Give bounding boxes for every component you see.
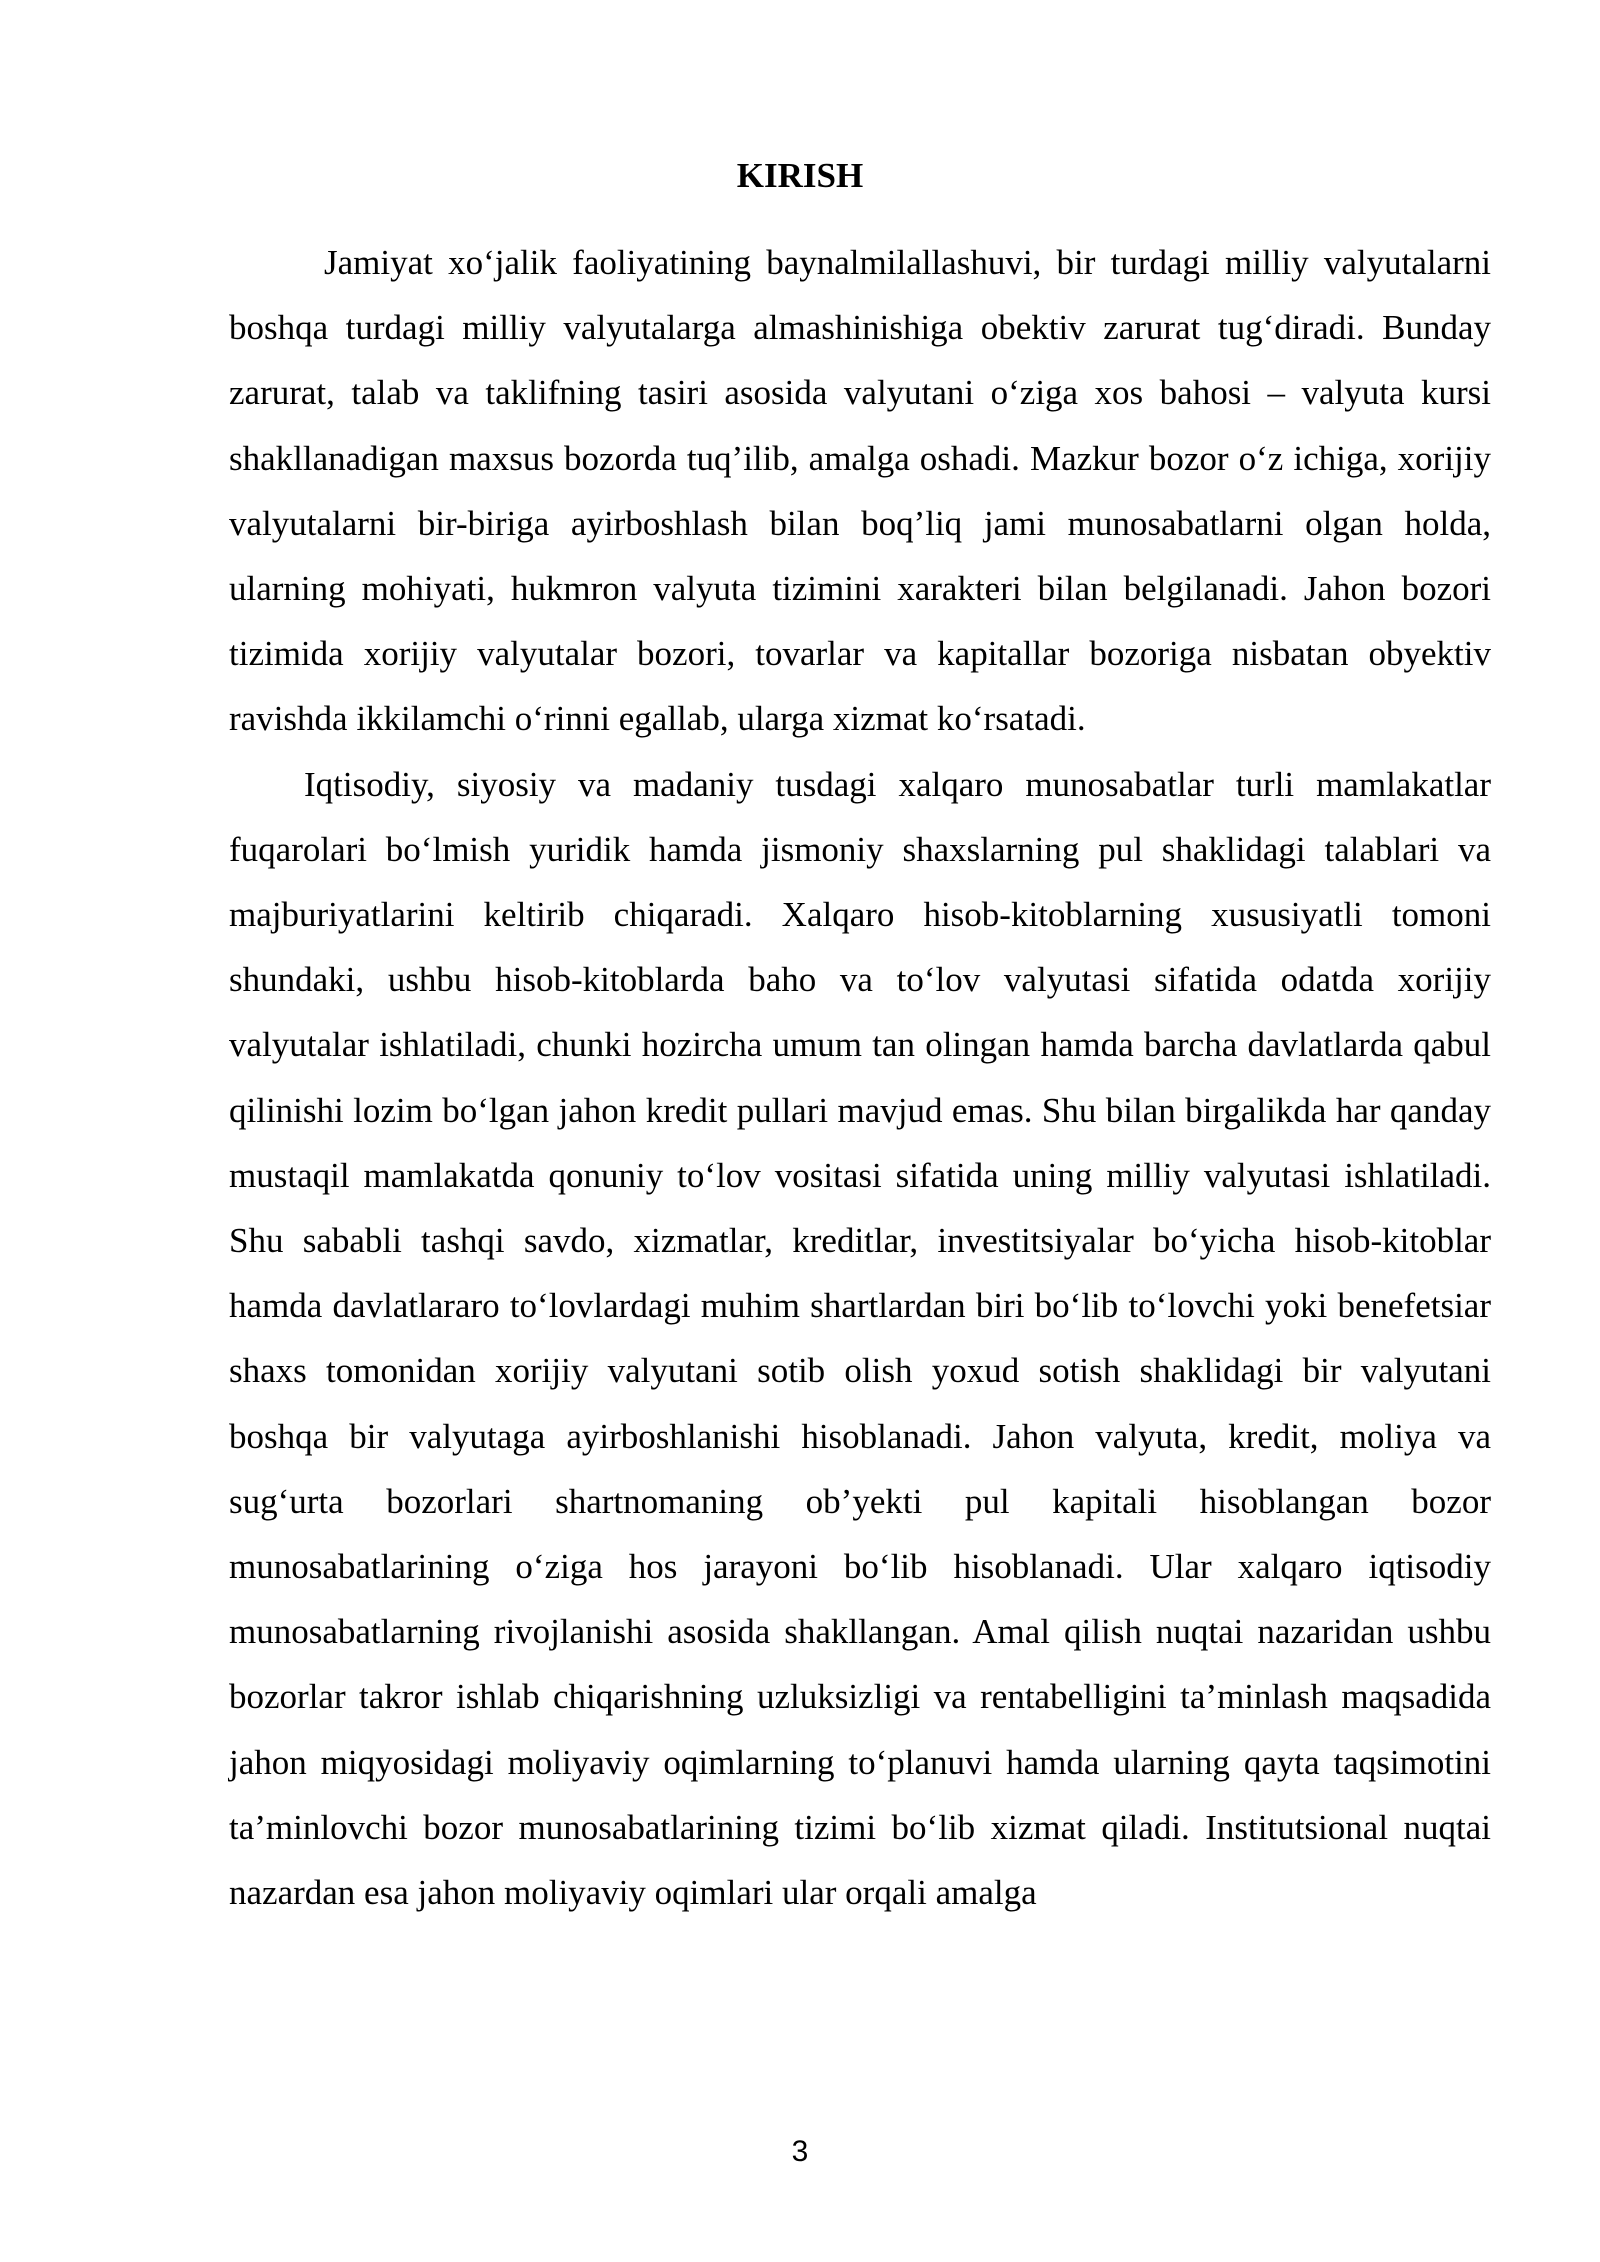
body-text <box>229 230 1491 1925</box>
paragraph-2: Iqtisodiy, siyosiy va madaniy tusdagi xalqaro munosabatlar turli mamlakatlar fuqarolari bo‘lmish yuridik hamda jismoniy shaxslarning pul shaklidagi talablari va majburiyatlarini keltirib chiqaradi. Xalqaro hisob-kitoblarning xususiyatli tomoni shundaki, ushbu hisob-kitoblarda baho va to‘lov valyutasi sifatida odatda xorijiy valyutalar ishlatiladi, chunki hozircha umum tan olingan hamda barcha davlatlarda qabul qilinishi lozim bo‘lgan jahon kredit pullari mavjud emas. Shu bilan birgalikda har qanday mustaqil mamlakatda qonuniy to‘lov vositasi sifatida uning milliy valyutasi ishlatiladi. Shu sababli tashqi savdo, xizmatlar, kreditlar, investitsiyalar bo‘yicha hisob-kitoblar hamda davlatlararo to‘lovlardagi muhim shartlardan biri bo‘lib to‘lovchi yoki benefetsiar shaxs tomonidan xorijiy valyutani sotib olish yoxud sotish shaklidagi bir valyutani boshqa bir valyutaga ayirboshlanishi hisoblanadi. Jahon valyuta, kredit, moliya va sug‘urta bozorlari shartnomaning ob’yekti pul kapitali hisoblangan bozor munosabatlarining o‘ziga hos jarayoni bo‘lib hisoblanadi. Ular xalqaro iqtisodiy munosabatlarning rivojlanishi asosida shakllangan. Amal qilish nuqtai nazaridan ushbu bozorlar takror ishlab chiqarishning uzluksizligi va rentabelligini ta’minlash maqsadida jahon miqyosidagi moliyaviy oqimlarning to‘planuvi hamda ularning qayta taqsimotini ta’minlovchi bozor munosabatlarining tizimi bo‘lib xizmat qiladi. Institutsional nuqtai nazardan esa jahon moliyaviy oqimlari ular orqali amalga <box>229 764 1491 1913</box>
paragraph-1: Jamiyat xo‘jalik faoliyatining baynalmilallashuvi, bir turdagi milliy valyutalarni boshqa turdagi milliy valyutalarga almashinishiga obektiv zarurat tug‘diradi. Bunday zarurat, talab va taklifning tasiri asosida valyutani o‘ziga xos bahosi – valyuta kursi shakllanadigan maxsus bozorda tuq’ilib, amalga oshadi. Mazkur bozor o‘z ichiga, xorijiy valyutalarni bir-biriga ayirboshlash bilan boq’liq jami munosabatlarni olgan holda, ularning mohiyati, hukmron valyuta tizimini xarakteri bilan belgilanadi. Jahon bozori tizimida xorijiy valyutalar bozori, tovarlar va kapitallar bozoriga nisbatan obyektiv ravishda ikkilamchi o‘rinni egallab, ularga xizmat ko‘rsatadi. <box>229 243 1491 739</box>
section-heading: KIRISH <box>736 156 864 195</box>
page-number: 3 <box>791 2135 809 2168</box>
